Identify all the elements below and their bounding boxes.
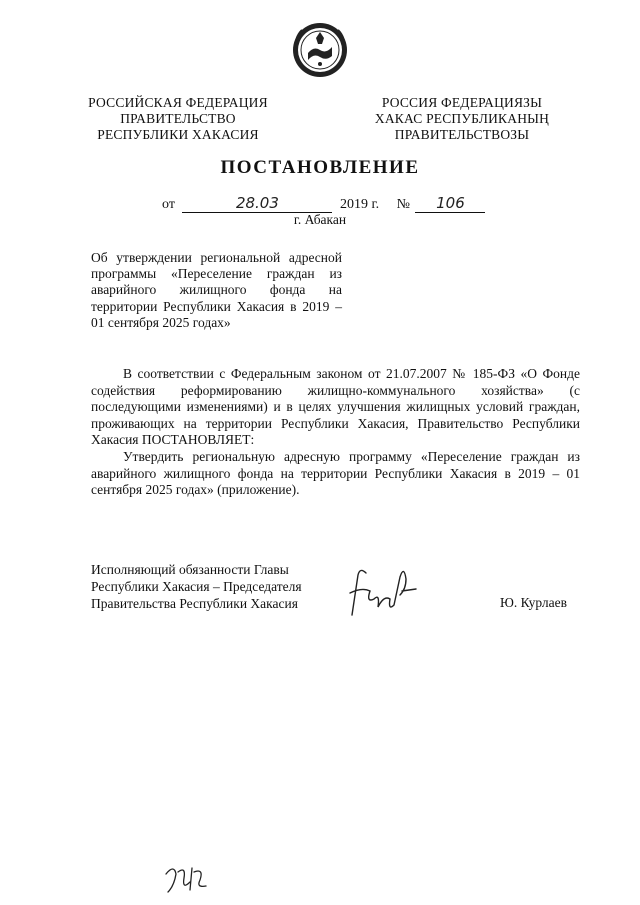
handwritten-signature	[340, 555, 430, 625]
coat-of-arms-emblem	[290, 20, 350, 80]
date-line	[162, 194, 485, 213]
header-right-line-3: ПРАВИТЕЛЬСТВОЗЫ	[394, 127, 530, 142]
document-subject: Об утверждении региональной адресной программы «Переселение граждан из аварийного жилищного фонда на территории Республики Хакасия в 2019 – 01 сентября 2025 годах»	[91, 250, 342, 330]
header-left-line-2: ПРАВИТЕЛЬСТВО	[120, 111, 236, 126]
header-right-line-2: ХАКАС РЕСПУБЛИКАНЫҢ	[374, 111, 550, 126]
signatory-position-line-1: Исполняющий обязанности Главы	[91, 562, 289, 577]
date-value: 28.03	[182, 194, 332, 213]
date-year: 2019 г.	[339, 197, 380, 212]
document-title: ПОСТАНОВЛЕНИЕ	[220, 157, 420, 178]
header-right	[362, 95, 562, 143]
handwritten-page-mark	[160, 860, 220, 896]
signatory-position-line-2: Республики Хакасия – Председателя	[91, 579, 302, 594]
body-paragraph-2: Утвердить региональную адресную программу «Переселение граждан из аварийного жилищного фонда на территории Республики Хакасия в 2019 – 01 сентября 2025 годах» (приложение).	[91, 448, 580, 498]
date-from-label: от	[162, 197, 175, 212]
header-left-line-3: РЕСПУБЛИКИ ХАКАСИЯ	[97, 127, 259, 142]
city-label: г. Абакан	[293, 212, 347, 227]
header-left	[78, 95, 278, 143]
signatory-position	[91, 561, 321, 612]
body-paragraph-1: В соответствии с Федеральным законом от 21.07.2007 № 185-ФЗ «О Фонде содействия реформированию жилищно-коммунального хозяйства» (с последующими изменениями) и в целях улучшения жилищных условий граждан, проживающих на территории Республики Хакасия, Правительство Республики Хакасия ПОСТАНОВЛЯЕТ:	[91, 366, 580, 448]
document-number: 106	[415, 194, 485, 213]
document-body	[91, 366, 580, 499]
signatory-position-line-3: Правительства Республики Хакасия	[91, 596, 298, 611]
header-right-line-1: РОССИЯ ФЕДЕРАЦИЯЗЫ	[381, 95, 543, 110]
signatory-name: Ю. Курлаев	[500, 595, 568, 610]
header-left-line-1: РОССИЙСКАЯ ФЕДЕРАЦИЯ	[88, 95, 268, 110]
number-label: №	[396, 197, 410, 212]
